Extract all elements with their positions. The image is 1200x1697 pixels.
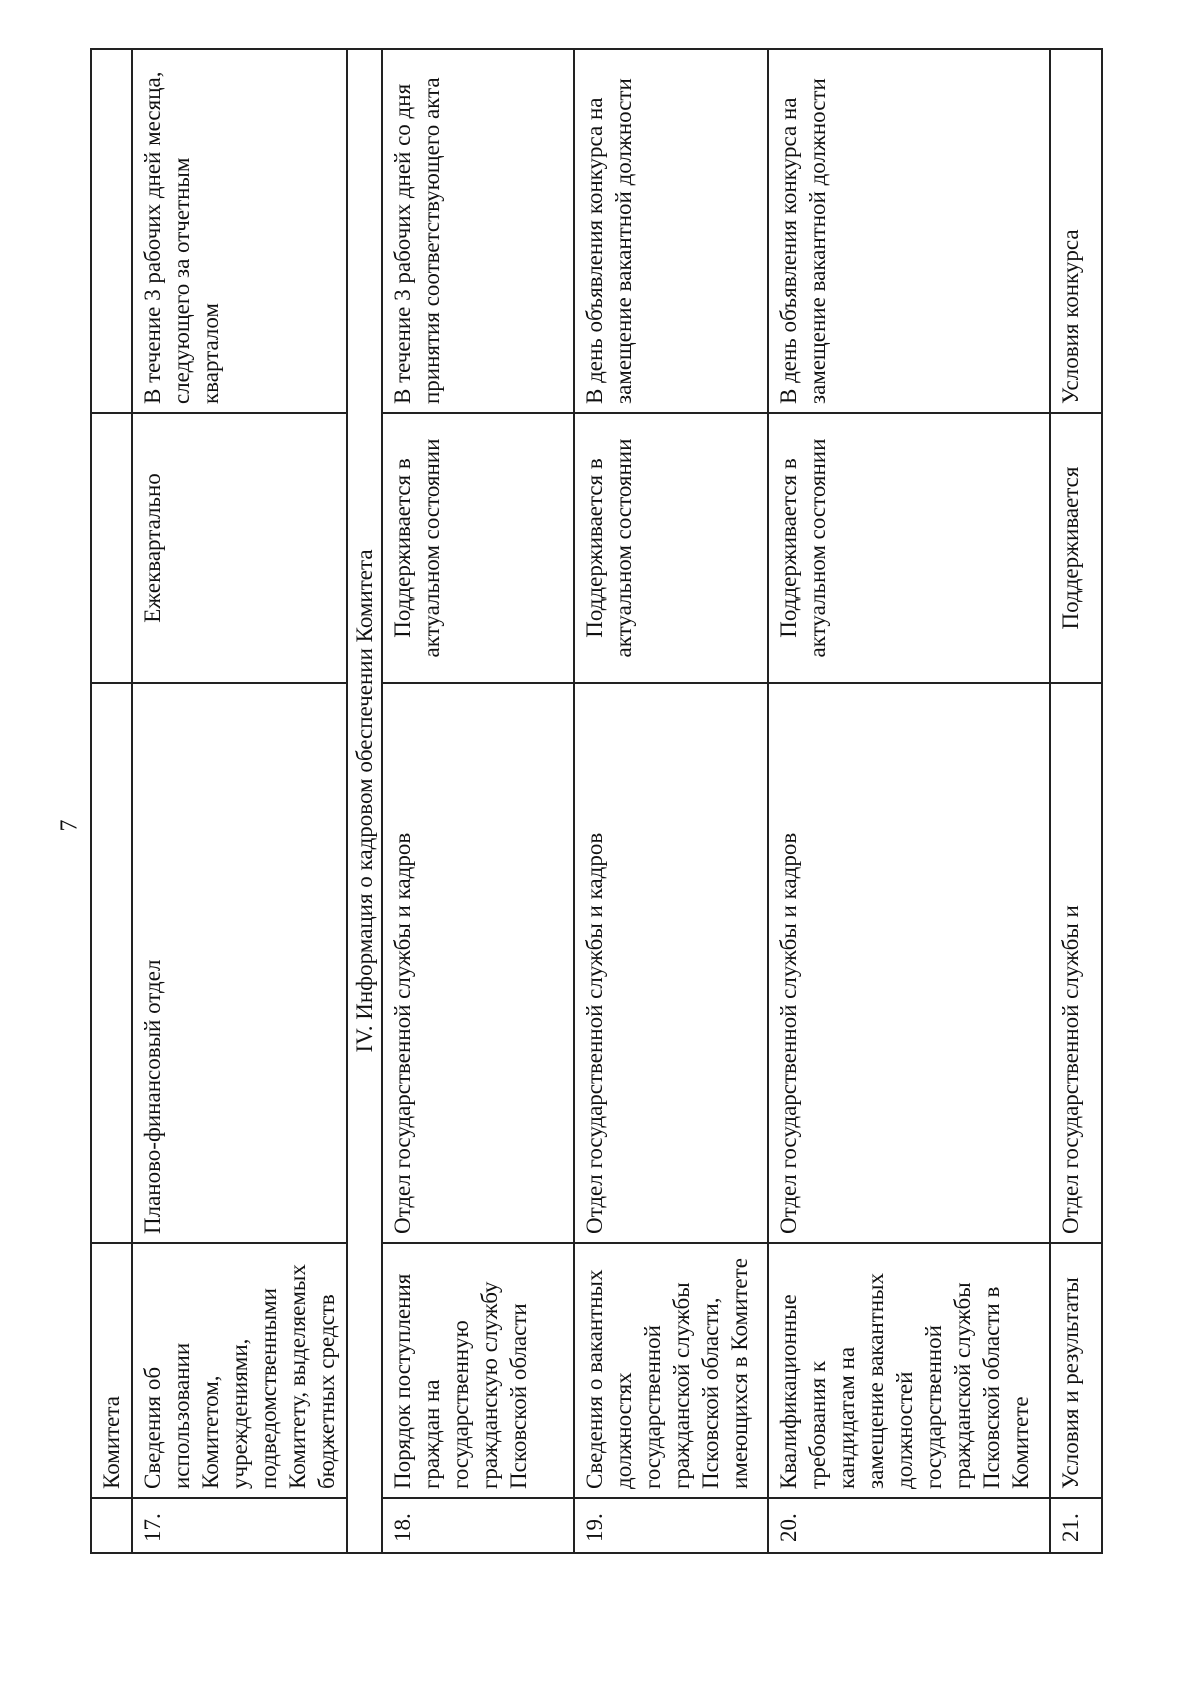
table-cell-name: Комитета: [91, 1243, 132, 1498]
table-cell-deadline: Условия конкурса: [1050, 49, 1102, 413]
section-row: [347, 49, 382, 1553]
table-row: [132, 49, 347, 1553]
table-cell-frequency: Ежеквартально: [132, 413, 347, 683]
table-cell-deadline: В течение 3 рабочих дней со дня принятия соответствующего акта: [382, 49, 574, 413]
table-cell-responsible: Отдел государственной службы и кадров: [574, 683, 768, 1243]
table-cell-num: 21.: [1050, 1498, 1102, 1553]
table-cell-num: 19.: [574, 1498, 768, 1553]
table-cell-frequency: Поддерживается в актуальном состоянии: [574, 413, 768, 683]
table-row: [768, 49, 1050, 1553]
table-row: [574, 49, 768, 1553]
section-title: IV. Информация о кадровом обеспечении Комитета: [347, 49, 382, 1553]
page-number: 7: [56, 819, 83, 832]
table-cell-name: Квалификационные требования к кандидатам на замещение вакантных должностей государственной гражданской службы Псковской области в Комитете: [768, 1243, 1050, 1498]
table-cell-responsible: Отдел государственной службы и: [1050, 683, 1102, 1243]
table-cell-num: 20.: [768, 1498, 1050, 1553]
table-row: [91, 49, 132, 1553]
document-table: [90, 48, 1103, 1554]
table-cell-responsible: Планово-финансовый отдел: [132, 683, 347, 1243]
table-cell-num: 18.: [382, 1498, 574, 1553]
table-cell-frequency: Поддерживается: [1050, 413, 1102, 683]
table-cell-num: 17.: [132, 1498, 347, 1553]
table-cell-frequency: Поддерживается в актуальном состоянии: [768, 413, 1050, 683]
table-cell-responsible: Отдел государственной службы и кадров: [768, 683, 1050, 1243]
table-cell-responsible: Отдел государственной службы и кадров: [382, 683, 574, 1243]
table-cell-name: Сведения об использовании Комитетом, учреждениями, подведомственными Комитету, выделяемых бюджетных средств: [132, 1243, 347, 1498]
table-cell-num: [91, 1498, 132, 1553]
table-cell-deadline: В день объявления конкурса на замещение вакантной должности: [768, 49, 1050, 413]
table-cell-name: Порядок поступления граждан на государственную гражданскую службу Псковской области: [382, 1243, 574, 1498]
table-cell-deadline: В течение 3 рабочих дней месяца, следующего за отчетным кварталом: [132, 49, 347, 413]
table-cell-deadline: [91, 49, 132, 413]
table-cell-responsible: [91, 683, 132, 1243]
document-table-sheet: [90, 50, 1195, 1554]
table-row: [1050, 49, 1102, 1553]
table-cell-frequency: Поддерживается в актуальном состоянии: [382, 413, 574, 683]
table-cell-name: Условия и результаты: [1050, 1243, 1102, 1498]
table-row: [382, 49, 574, 1553]
table-cell-frequency: [91, 413, 132, 683]
table-cell-deadline: В день объявления конкурса на замещение вакантной должности: [574, 49, 768, 413]
table-cell-name: Сведения о вакантных должностях государственной гражданской службы Псковской области, имеющихся в Комитете: [574, 1243, 768, 1498]
